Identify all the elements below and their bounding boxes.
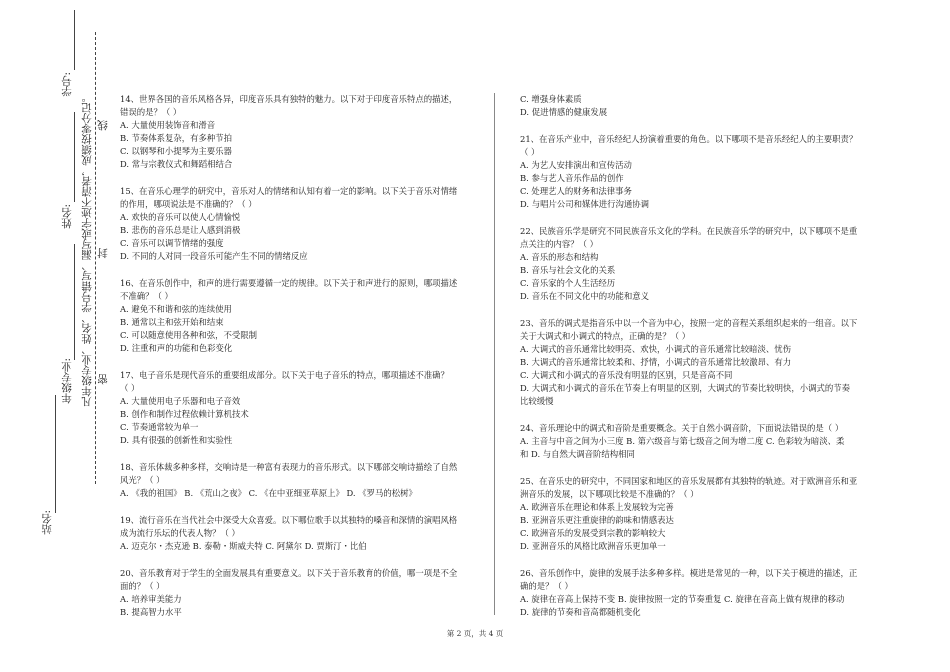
option-line: A. 迈克尔・杰克逊 B. 泰勒・斯威夫特 C. 阿黛尔 D. 贾斯汀・比伯 bbox=[120, 541, 367, 551]
question-stem: 19、流行音乐在当代社会中深受大众喜爱。以下哪位歌手以其独特的嗓音和深情的演唱风格 bbox=[120, 515, 458, 525]
option-b: B. 大调式的音乐通常比较柔和、抒情，小调式的音乐通常比较激昂、有力 bbox=[520, 357, 792, 367]
question-stem: 14、世界各国的音乐风格各异，印度音乐具有独特的魅力。以下对于印度音乐特点的描述， bbox=[120, 94, 458, 104]
question-stem: （ ） bbox=[520, 147, 540, 157]
question-26 bbox=[520, 567, 860, 619]
question-stem: 的作用，哪项说法是不准确的？（ ） bbox=[120, 199, 257, 209]
question-19 bbox=[120, 514, 480, 553]
question-21 bbox=[520, 133, 860, 211]
option-c: C. 音乐家的个人生活经历 bbox=[520, 278, 616, 288]
question-stem: 23、音乐的调式是指音乐中以一个音为中心，按照一定的音程关系组织起来的一组音。以下 bbox=[520, 318, 858, 328]
question-stem: 确的是？（ ） bbox=[520, 581, 573, 591]
question-stem: 不准确？（ ） bbox=[120, 291, 173, 301]
question-stem: 15、在音乐心理学的研究中，音乐对人的情绪和认知有着一定的影响。以下关于音乐对情绪 bbox=[120, 186, 458, 196]
question-stem: 关于大调式和小调式的特点，正确的是？（ ） bbox=[520, 331, 691, 341]
question-18 bbox=[120, 461, 480, 500]
option-b: B. 节奏体系复杂，有多种节拍 bbox=[120, 133, 232, 143]
question-stem: 成为流行乐坛的代表人物？（ ） bbox=[120, 528, 240, 538]
name-underline bbox=[74, 112, 75, 202]
option-d-continued: 比较缓慢 bbox=[520, 396, 554, 406]
line-mark: 线 bbox=[97, 120, 109, 131]
option-line: A. 主音与中音之间为小三度 B. 第六级音与第七级音之间为增二度 C. 色彩较为暗淡、柔 bbox=[520, 436, 845, 446]
option-a: A. 欧洲音乐在理论和体系上发展较为完善 bbox=[520, 502, 674, 512]
option-d: D. 注重和声的功能和色彩变化 bbox=[120, 343, 233, 353]
option-c: C. 处理艺人的财务和法律事务 bbox=[520, 186, 632, 196]
grade-major-label: 年级专业: bbox=[61, 358, 73, 404]
page-number: 第 2 页，共 4 页 bbox=[446, 629, 504, 638]
option-c: C. 大调式和小调式的音乐没有明显的区别，只是音高不同 bbox=[520, 370, 733, 380]
option-b: B. 创作和制作过程依赖计算机技术 bbox=[120, 409, 249, 419]
option-a: A. 为艺人安排演出和宣传活动 bbox=[520, 160, 632, 170]
question-stem: 24、音乐理论中的调式和音阶是重要概念。关于自然小调音阶，下面说法错误的是（ ） bbox=[520, 423, 844, 433]
question-17 bbox=[120, 369, 480, 447]
option-d: D. 促进情感的健康发展 bbox=[520, 107, 608, 117]
option-line: 和 D. 与自然大调音阶结构相同 bbox=[520, 449, 635, 459]
option-line: D. 旋律的节奏和音高都随机变化 bbox=[520, 607, 641, 617]
option-d: D. 常与宗教仪式和舞蹈相结合 bbox=[120, 159, 233, 169]
question-25 bbox=[520, 475, 860, 553]
option-b: B. 参与艺人音乐作品的创作 bbox=[520, 173, 624, 183]
option-d: D. 与唱片公司和媒体进行沟通协调 bbox=[520, 199, 649, 209]
question-stem: （ ） bbox=[120, 383, 140, 393]
binding-margin bbox=[0, 0, 110, 672]
question-stem: 17、电子音乐是现代音乐的重要组成部分。以下关于电子音乐的特点，哪项描述不准确？ bbox=[120, 370, 449, 380]
question-stem: 风光？（ ） bbox=[120, 475, 165, 485]
option-c: C. 节奏通常较为单一 bbox=[120, 422, 199, 432]
option-c: C. 欧洲音乐的发展受到宗教的影响较大 bbox=[520, 528, 666, 538]
option-a: A. 大调式的音乐通常比较明亮、欢快，小调式的音乐通常比较暗淡、忧伤 bbox=[520, 344, 791, 354]
option-a: A. 音乐的形态和结构 bbox=[520, 252, 599, 262]
question-stem: 洲音乐的发展，以下哪项比较是不准确的？（ ） bbox=[520, 489, 699, 499]
student-id-label: 学号: bbox=[61, 72, 73, 97]
question-stem: 面的？（ ） bbox=[120, 581, 165, 591]
seal-mark: 封 bbox=[97, 248, 109, 259]
question-stem: 25、在音乐史的研究中，不同国家和地区的音乐发展都有其独特的轨迹。对于欧洲音乐和亚 bbox=[520, 476, 858, 486]
question-22 bbox=[520, 225, 860, 303]
option-d: D. 不同的人对同一段音乐可能产生不同的情绪反应 bbox=[120, 251, 308, 261]
question-15 bbox=[120, 185, 480, 263]
question-stem: 点关注的内容？（ ） bbox=[520, 239, 599, 249]
question-stem: 20、音乐教育对于学生的全面发展具有重要意义。以下关于音乐教育的价值，哪一项是不全 bbox=[120, 568, 458, 578]
option-a: A. 欢快的音乐可以使人心情愉悦 bbox=[120, 212, 241, 222]
question-stem: 21、在音乐产业中，音乐经纪人扮演着重要的角色。以下哪项不是音乐经纪人的主要职责？ bbox=[520, 134, 858, 144]
option-c: C. 可以随意使用各种和弦，不受限制 bbox=[120, 330, 258, 340]
column-divider bbox=[494, 93, 495, 615]
question-23 bbox=[520, 317, 860, 408]
option-c: C. 音乐可以调节情绪的强度 bbox=[120, 238, 224, 248]
option-c: C. 以钢琴和小提琴为主要乐器 bbox=[120, 146, 232, 156]
seal-dashed-line bbox=[95, 32, 96, 484]
question-stem: 16、在音乐创作中，和声的进行需要遵循一定的规律。以下关于和声进行的原则，哪项描述 bbox=[120, 278, 458, 288]
question-14 bbox=[120, 93, 480, 171]
right-column bbox=[520, 93, 860, 633]
secret-mark: 密 bbox=[97, 374, 109, 385]
question-20 bbox=[120, 567, 480, 619]
option-a: A. 培养审美能力 bbox=[120, 594, 182, 604]
option-c: C. 增强身体素质 bbox=[520, 94, 582, 104]
option-d: D. 具有很强的创新性和实验性 bbox=[120, 435, 233, 445]
question-16 bbox=[120, 277, 480, 355]
option-b: B. 亚洲音乐更注重旋律的韵味和情感表达 bbox=[520, 515, 674, 525]
option-d: D. 亚洲音乐的风格比欧洲音乐更加单一 bbox=[520, 541, 666, 551]
name-label: 姓名: bbox=[61, 204, 73, 229]
question-20-continued bbox=[520, 93, 860, 119]
option-d: D. 大调式和小调式的音乐在节奏上有明显的区别，大调式的节奏比较明快，小调式的节奏 bbox=[520, 383, 850, 393]
option-b: B. 提高智力水平 bbox=[120, 607, 182, 617]
question-stem: 26、音乐创作中，旋律的发展手法多种多样。模进是常见的一种，以下关于模进的描述，正 bbox=[520, 568, 858, 578]
option-line: A. 旋律在音高上保持不变 B. 旋律按照一定的节奏重复 C. 旋律在音高上做有规律的移动 bbox=[520, 594, 845, 604]
id-underline bbox=[74, 10, 75, 70]
question-24 bbox=[520, 422, 860, 461]
station-label: 站名: bbox=[41, 510, 53, 535]
option-a: A. 避免不和谐和弦的连续使用 bbox=[120, 304, 232, 314]
left-column bbox=[120, 93, 480, 633]
option-a: A. 大量使用装饰音和滑音 bbox=[120, 120, 216, 130]
question-stem: 22、民族音乐学是研究不同民族音乐文化的学科。在民族音乐学的研究中，以下哪项不是重 bbox=[520, 226, 858, 236]
option-a: A. 大量使用电子乐器和电子音效 bbox=[120, 396, 241, 406]
grade-underline bbox=[74, 244, 75, 360]
question-stem: 错误的是？（ ） bbox=[120, 107, 182, 117]
question-stem: 18、音乐体裁多种多样，交响诗是一种富有表现力的音乐形式。以下哪部交响诗描绘了自然 bbox=[120, 462, 458, 472]
station-underline bbox=[55, 395, 56, 513]
option-b: B. 通常以主和弦开始和结束 bbox=[120, 317, 224, 327]
binding-notice: 凡年级专业、姓名、学号错写、漏写或字迹不清者，成绩按零分记。 bbox=[81, 92, 93, 407]
option-d: D. 音乐在不同文化中的功能和意义 bbox=[520, 291, 649, 301]
option-line: A. 《我的祖国》 B. 《荒山之夜》 C. 《在中亚细亚草原上》 D. 《罗马的松树》 bbox=[120, 488, 417, 498]
option-b: B. 音乐与社会文化的关系 bbox=[520, 265, 616, 275]
option-b: B. 悲伤的音乐总是让人感到消极 bbox=[120, 225, 241, 235]
